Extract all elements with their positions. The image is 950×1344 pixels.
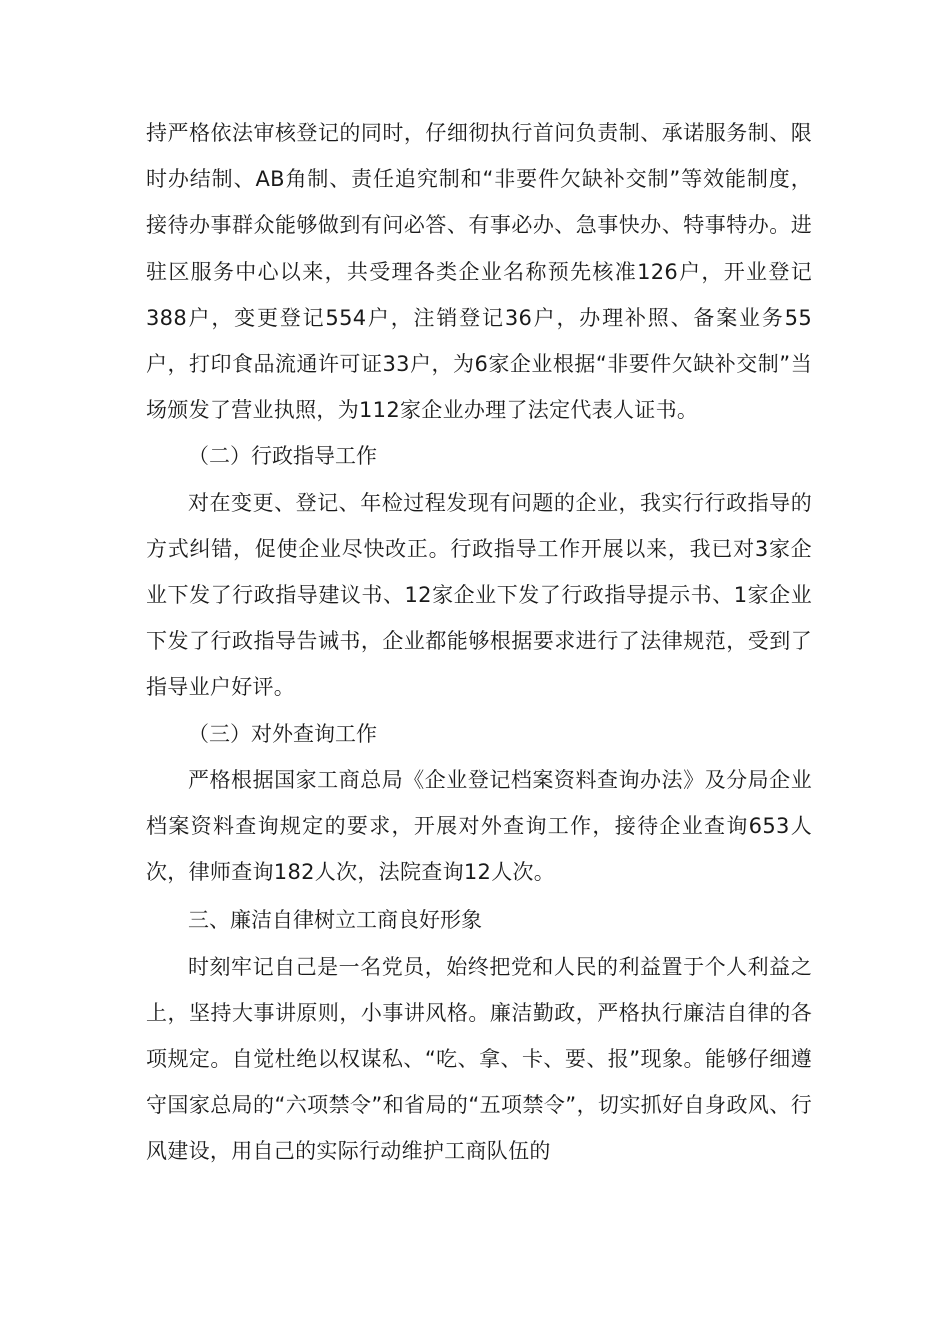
document-body [146,110,812,1175]
subheading-external-inquiry: （三）对外查询工作 [188,721,377,746]
subheading-administrative-guidance: （二）行政指导工作 [188,444,377,469]
paragraph-integrity: 时刻牢记自己是一名党员，始终把党和人民的利益置于个人利益之上，坚持大事讲原则，小事讲风格。廉洁勤政，严格执行廉洁自律的各项规定。自觉杜绝以权谋私、“吃、拿、卡、要、报”现象。能够仔细遵守国家总局的“六项禁令”和省局的“五项禁令”，切实抓好自身政风、行风建设，用自己的实际行动维护工商队伍的 [146,954,812,1164]
paragraph-external-inquiry: 严格根据国家工商总局《企业登记档案资料查询办法》及分局企业档案资料查询规定的要求，开展对外查询工作，接待企业查询653人次，律师查询182人次，法院查询12人次。 [146,767,812,885]
paragraph-registration-services: 持严格依法审核登记的同时，仔细彻执行首问负责制、承诺服务制、限时办结制、AB角制、责任追究制和“非要件欠缺补交制”等效能制度，接待办事群众能够做到有问必答、有事必办、急事快办、特事特办。进驻区服务中心以来，共受理各类企业名称预先核准126户，开业登记388户，变更登记554户，注销登记36户，办理补照、备案业务55户，打印食品流通许可证33户，为6家企业根据“非要件欠缺补交制”当场颁发了营业执照，为112家企业办理了法定代表人证书。 [146,121,812,423]
section-heading-integrity: 三、廉洁自律树立工商良好形象 [188,908,482,933]
paragraph-administrative-guidance: 对在变更、登记、年检过程发现有问题的企业，我实行行政指导的方式纠错，促使企业尽快改正。行政指导工作开展以来，我已对3家企业下发了行政指导建议书、12家企业下发了行政指导提示书、1家企业下发了行政指导告诫书，企业都能够根据要求进行了法律规范，受到了指导业户好评。 [146,490,812,700]
